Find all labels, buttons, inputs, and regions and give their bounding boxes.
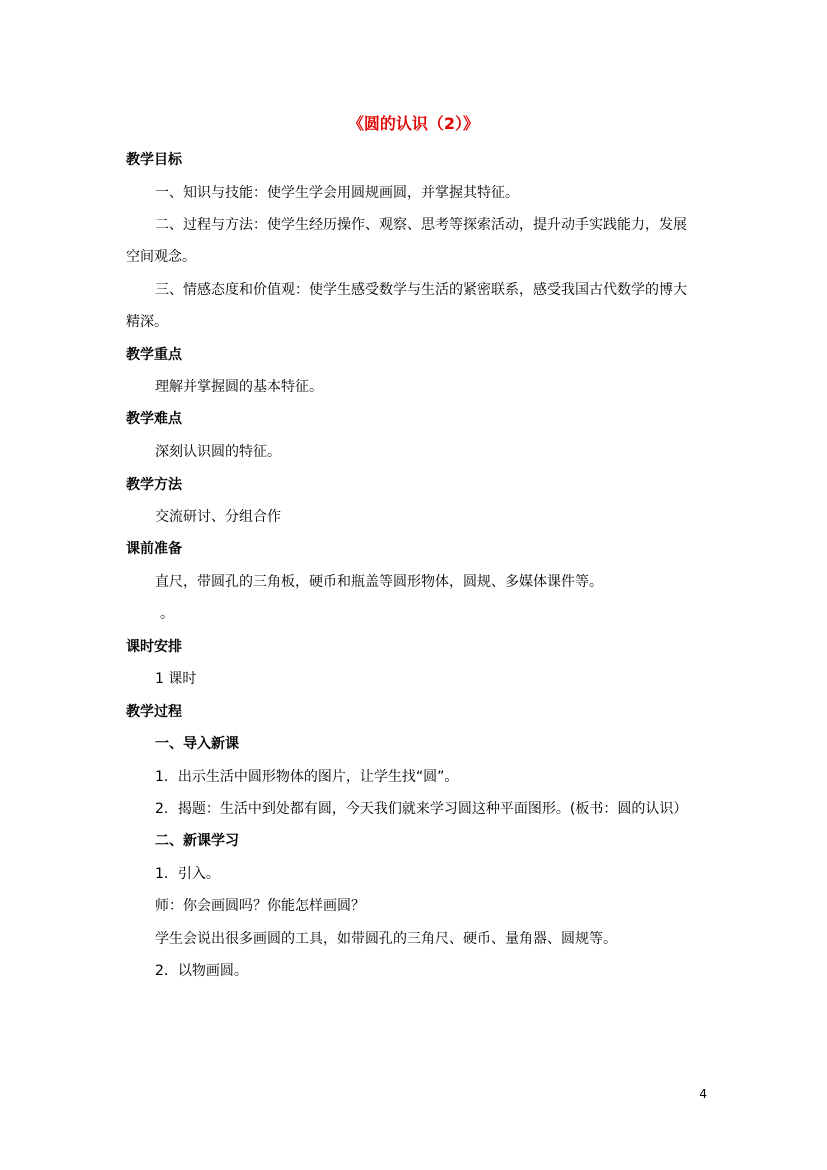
subheading-new-lesson: 二、新课学习 — [155, 833, 239, 849]
subheading-intro: 一、导入新课 — [155, 736, 239, 752]
lesson-step-1: 1．引入。 — [155, 866, 220, 882]
heading-schedule: 课时安排 — [126, 639, 182, 655]
stray-period: 。 — [160, 606, 174, 622]
method-text: 交流研讨、分组合作 — [155, 509, 281, 525]
objective-3-line2: 精深。 — [126, 314, 168, 330]
heading-process: 教学过程 — [126, 704, 182, 720]
student-answer: 学生会说出很多画圆的工具，如带圆孔的三角尺、硬币、量角器、圆规等。 — [155, 931, 617, 947]
intro-step-1: 1．出示生活中圆形物体的图片，让学生找“圆”。 — [155, 769, 459, 785]
preparation-text: 直尺，带圆孔的三角板，硬币和瓶盖等圆形物体，圆规、多媒体课件等。 — [155, 574, 603, 590]
heading-preparation: 课前准备 — [126, 541, 182, 557]
lesson-step-2: 2．以物画圆。 — [155, 963, 248, 979]
heading-key-points: 教学重点 — [126, 347, 182, 363]
objective-3-line1: 三、情感态度和价值观：使学生感受数学与生活的紧密联系，感受我国古代数学的博大 — [155, 282, 687, 298]
difficulty-text: 深刻认识圆的特征。 — [155, 444, 281, 460]
intro-step-2: 2．揭题：生活中到处都有圆，今天我们就来学习圆这种平面图形。(板书：圆的认识） — [155, 801, 688, 817]
heading-difficulty: 教学难点 — [126, 411, 182, 427]
objective-2-line1: 二、过程与方法：使学生经历操作、观察、思考等探索活动，提升动手实践能力，发展 — [155, 217, 687, 233]
heading-method: 教学方法 — [126, 477, 182, 493]
page-number: 4 — [699, 1087, 707, 1101]
schedule-text: 1 课时 — [155, 671, 197, 687]
heading-objectives: 教学目标 — [126, 152, 182, 168]
objective-1: 一、知识与技能：使学生学会用圆规画圆，并掌握其特征。 — [155, 185, 519, 201]
key-points-text: 理解并掌握圆的基本特征。 — [155, 379, 323, 395]
objective-2-line2: 空间观念。 — [126, 249, 196, 265]
document-title: 《圆的认识（2）》 — [347, 114, 480, 133]
teacher-question: 师：你会画圆吗？你能怎样画圆？ — [155, 898, 365, 914]
